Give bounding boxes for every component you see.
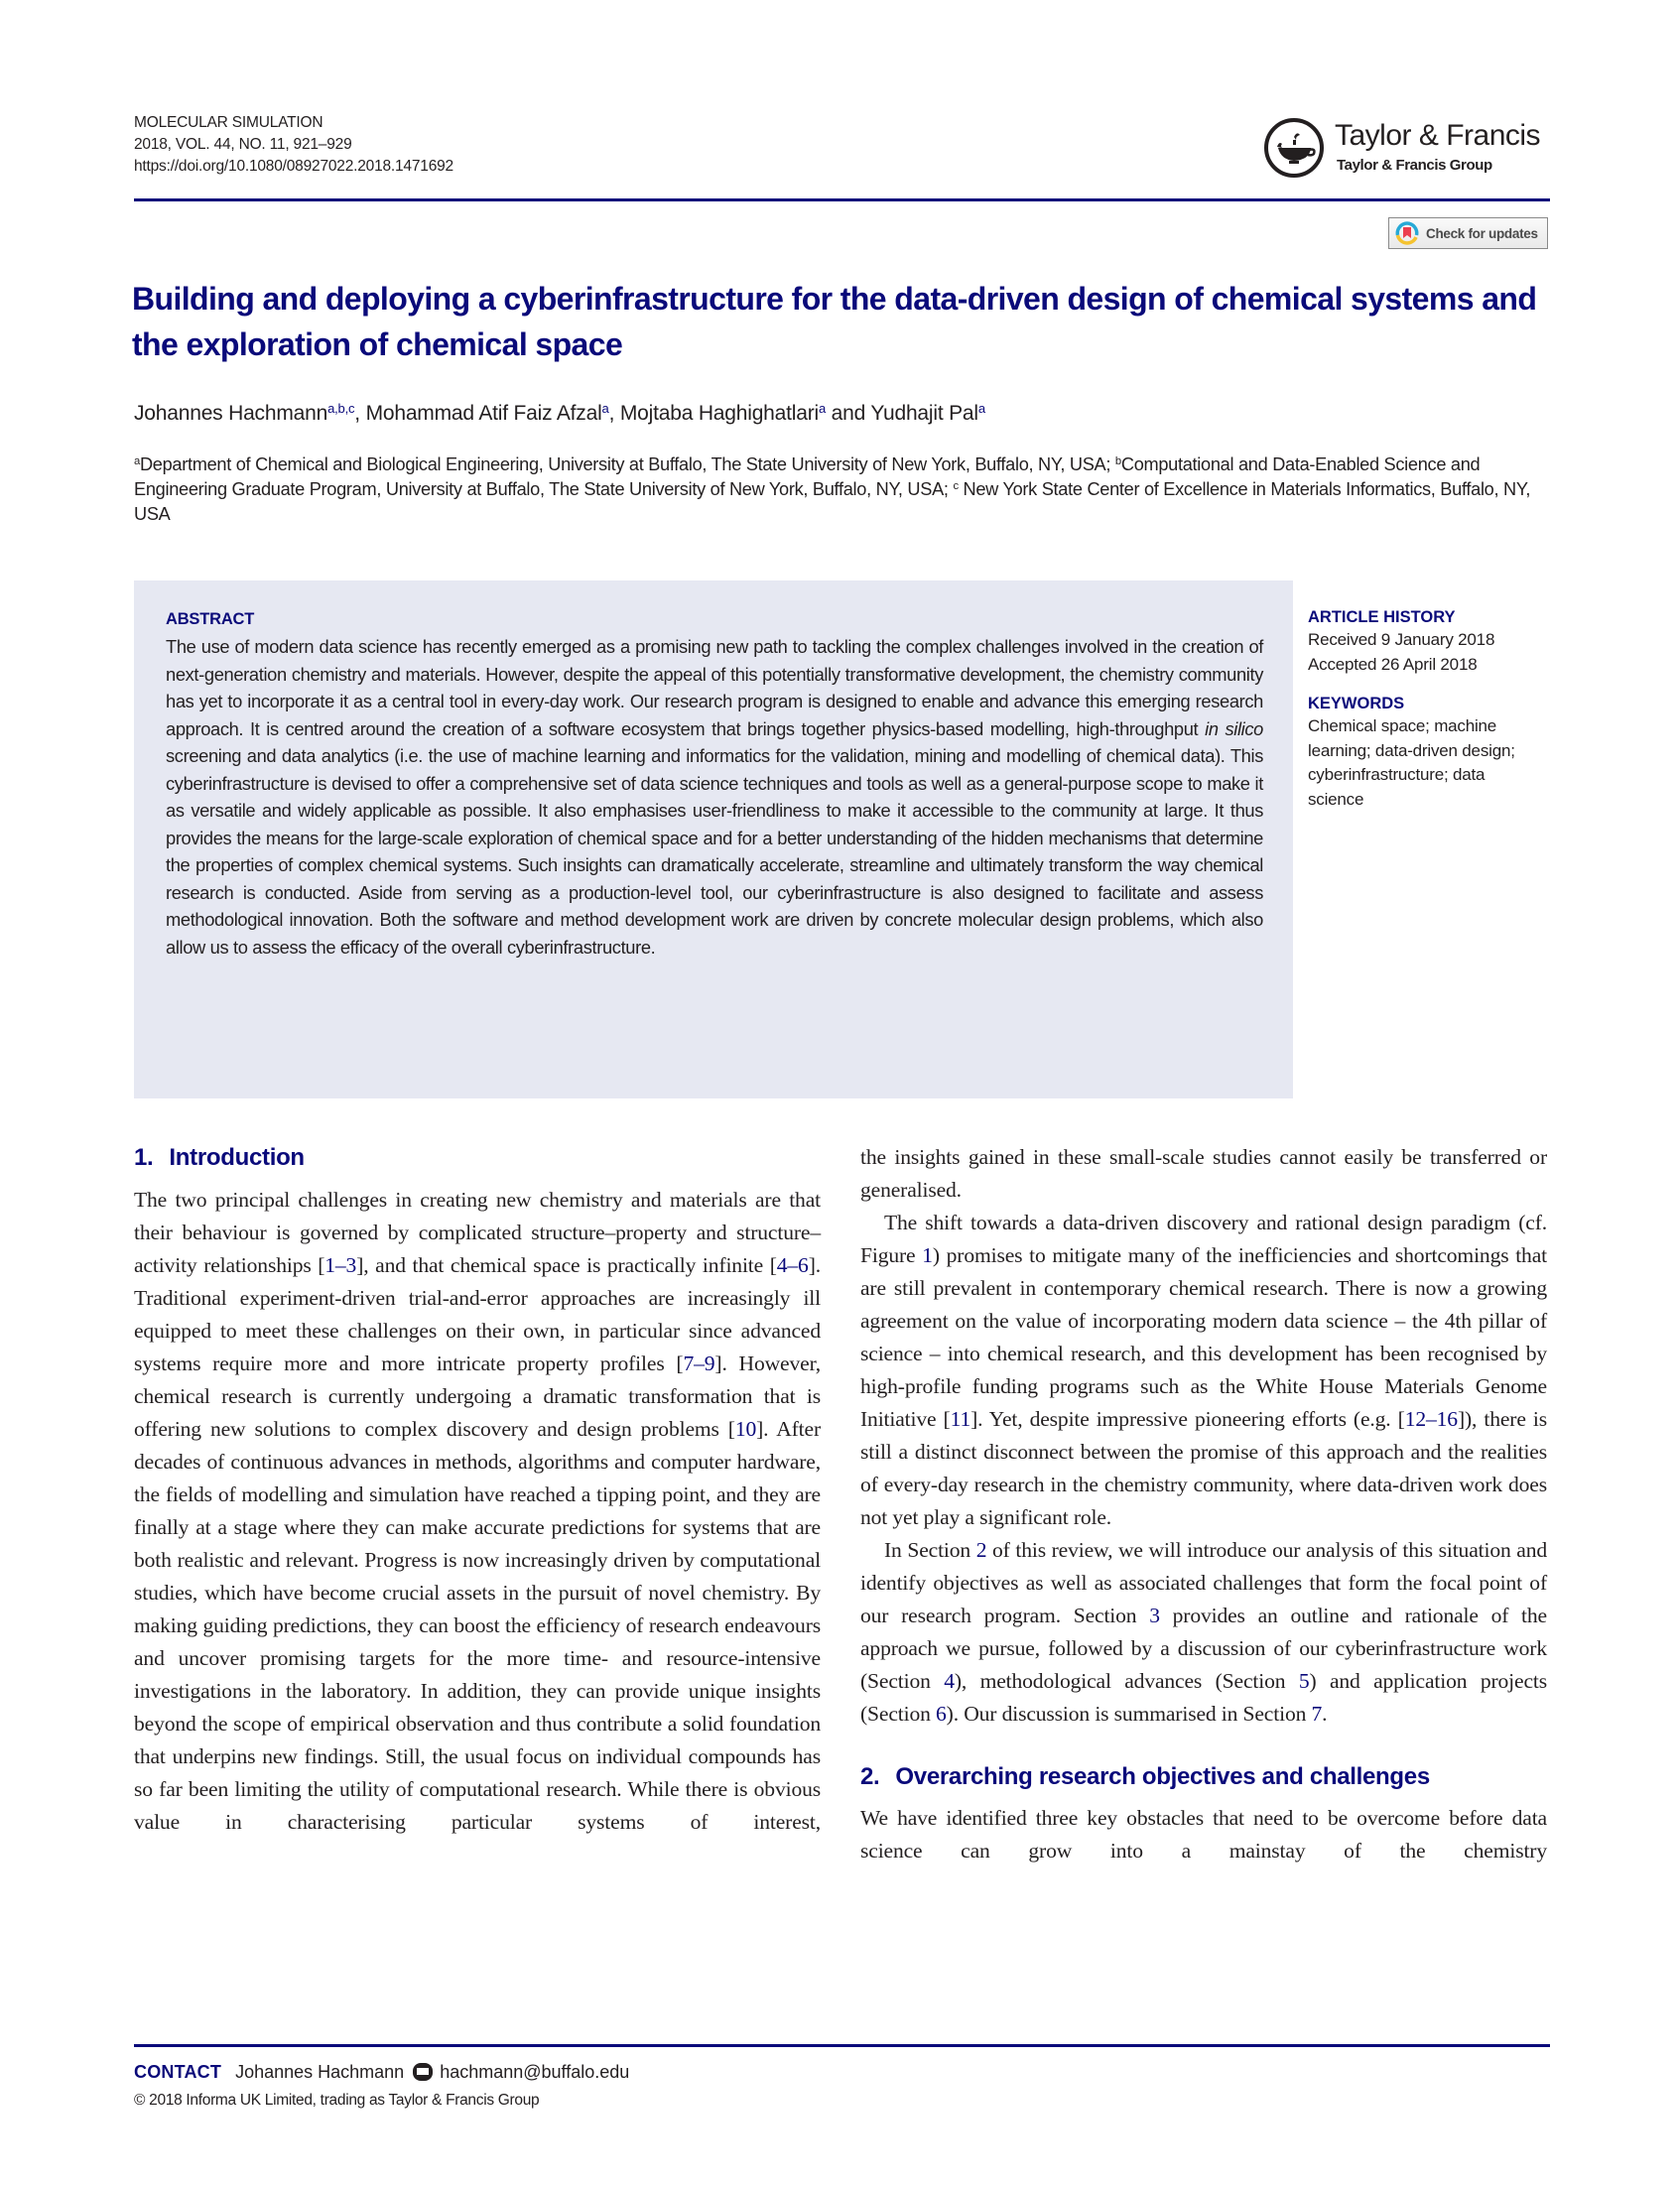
lamp-logo-icon [1263,117,1325,179]
header-divider [134,198,1550,201]
reference-link[interactable]: 11 [950,1407,971,1431]
author-separator: and [826,402,871,425]
section-number: 2. [860,1763,880,1790]
publisher-logo [1263,115,1571,185]
doi-link[interactable]: https://doi.org/10.1080/08927022.2018.1471692 [134,158,453,175]
paragraph-text: of this review, we will introduce our analysis of this situation and identify objectives as well as associated challenges that form the focal point of our research program. Section [860,1538,1547,1627]
article-history-label: ARTICLE HISTORY [1308,608,1456,626]
received-date: Received 9 January 2018 [1308,630,1495,649]
paragraph-text: provides an outline and rationale of the approach we pursue, followed by a discussion of our cyberinfrastructure work (Section [860,1604,1547,1693]
paragraph-text: ], and that chemical space is practically infinite [ [356,1253,777,1277]
paragraph-text: ) and application projects (Section [860,1669,1547,1726]
paragraph-text: ]. Traditional experiment-driven trial-and-error approaches are increasingly ill equipped to meet these challenges on their own, in particular since advanced systems require more and more intricate property profiles [ [134,1253,822,1375]
footer [134,2059,1126,2114]
paragraph-text: ), methodological advances (Section [954,1669,1299,1693]
journal-info [134,112,453,178]
reference-link[interactable]: 1 [922,1243,933,1267]
keywords-label: KEYWORDS [1308,695,1405,712]
section-heading-objectives [860,1760,1547,1794]
reference-link[interactable]: 4–6 [776,1253,809,1277]
paragraph-text: In Section [884,1538,976,1562]
affiliation-mark: c [953,479,959,492]
author-name: Mojtaba Haghighatlari [619,402,819,425]
publisher-group: Taylor & Francis Group [1337,157,1492,174]
affiliations [134,452,1563,527]
abstract-label: ABSTRACT [166,610,255,628]
contact-line [134,2059,1126,2085]
copyright: © 2018 Informa UK Limited, trading as Taylor & Francis Group [134,2092,540,2109]
reference-link[interactable]: 12–16 [1404,1407,1458,1431]
paragraph-text: The shift towards a data-driven discovery and rational design paradigm (cf. Figure [860,1211,1547,1267]
affiliation-mark: b [1114,454,1121,467]
author-name: Johannes Hachmann [134,402,328,425]
crossmark-icon [1395,221,1419,245]
reference-link[interactable]: 7–9 [683,1351,715,1375]
publisher-brand: Taylor & Francis [1335,119,1541,152]
paragraph-text: ]. However, chemical research is currently undergoing a dramatic transformation that is offering new solutions to complex discovery and design problems [ [134,1351,821,1441]
paragraph-text: The two principal challenges in creating new chemistry and materials are that their behaviour is governed by complicated structure–property and structure–activity relationships [ [134,1188,821,1277]
reference-link[interactable]: 10 [734,1417,757,1441]
paragraph [860,1207,1547,1534]
paragraph-text: ]. Yet, despite impressive pioneering efforts (e.g. [ [970,1407,1405,1431]
body-column-right [860,1141,1547,1867]
abstract-text-part: screening and data analytics (i.e. the use of machine learning and informatics for the validation, mining and modelling of chemical data). This cyberinfrastructure is devised to offer a comprehensive set of data science techniques and tools as well as a general-purpose scope to make it as versatile and widely applicable as possible. It also emphasises user-friendliness to make it accessible to the community at large. It thus provides the means for the large-scale exploration of chemical space and for a better understanding of the hidden mechanisms that determine the properties of complex chemical systems. Such insights can dramatically accelerate, streamline and ultimately transform the way chemical research is conducted. Aside from serving as a production-level tool, our cyberinfrastructure is also designed to facilitate and assess methodological innovation. Both the software and method development work are driven by concrete molecular design problems, which also allow us to assess the efficacy of the overall cyberinfrastructure. [166,745,1263,958]
author-affiliation-mark: a [818,400,827,416]
section-title: Overarching research objectives and challenges [895,1763,1430,1790]
paragraph-text: ]), there is still a distinct disconnect between the promise of this approach and the realities of every-day research in the chemistry community, where data-driven work does not yet play a significant role. [860,1407,1547,1529]
author-name: Yudhajit Pal [870,402,978,425]
paragraph-text: . [1322,1702,1328,1726]
affiliation-text: Department of Chemical and Biological Engineering, University at Buffalo, The State University of New York, Buffalo, NY, USA; [139,454,1115,474]
reference-link[interactable]: 4 [944,1669,955,1693]
keywords-list: Chemical space; machine learning; data-driven design; cyberinfrastructure; data science [1308,716,1515,809]
section-heading-introduction [134,1141,821,1175]
paragraph [860,1534,1547,1731]
contact-name: Johannes Hachmann [235,2062,405,2082]
section-number: 1. [134,1144,154,1171]
check-for-updates-label: Check for updates [1426,225,1538,241]
paragraph-text: the insights gained in these small-scale studies cannot easily be transferred or generalised. [860,1145,1547,1202]
author-affiliation-mark: a,b,c [327,400,355,416]
reference-link[interactable]: 5 [1298,1669,1310,1693]
paragraph-text: ) promises to mitigate many of the inefficiencies and shortcomings that are still prevalent in contemporary chemical research. There is now a growing agreement on the value of incorporating modern data science – the 4th pillar of science – into chemical research, and this development has been recognised by high-profile funding programs such as the White House Materials Genome Initiative [ [860,1243,1547,1431]
contact-email[interactable]: hachmann@buffalo.edu [440,2062,630,2082]
abstract-text-part: The use of modern data science has recently emerged as a promising new path to tackling the complex challenges involved in the creation of next-generation chemistry and materials. However, despite the appeal of this potentially transformative development, the chemistry community has yet to incorporate it as a central tool in every-day work. Our research program is designed to enable and advance this emerging research approach. It is centred around the creation of a software ecosystem that brings together physics-based modelling, high-throughput [166,636,1263,739]
author-separator: , [354,402,366,425]
reference-link[interactable]: 3 [1149,1604,1160,1627]
email-icon [412,2062,434,2082]
abstract-text [166,633,1263,961]
affiliation-text: Computational and Data-Enabled Science and Engineering Graduate Program, University at Buffalo, The State University of New York, Buffalo, NY, USA; [134,454,1481,499]
paragraph [134,1184,821,1839]
body-column-left [134,1141,821,1839]
author-name: Mohammad Atif Faiz Afzal [365,402,602,425]
volume-info: 2018, VOL. 44, NO. 11, 921–929 [134,136,352,153]
reference-link[interactable]: 2 [975,1538,987,1562]
footer-divider [134,2044,1550,2047]
section-title: Introduction [169,1144,305,1171]
abstract-italic-term: in silico [1205,717,1264,739]
affiliation-text: New York State Center of Excellence in Materials Informatics, Buffalo, NY, USA [134,479,1531,524]
author-list [134,399,985,429]
paragraph-text: ). Our discussion is summarised in Section [946,1702,1312,1726]
author-separator: , [608,402,620,425]
reference-link[interactable]: 1–3 [324,1253,357,1277]
accepted-date: Accepted 26 April 2018 [1308,654,1478,674]
reference-link[interactable]: 7 [1311,1702,1323,1726]
affiliation-mark: a [134,454,140,467]
paragraph-text: ]. After decades of continuous advances in methods, algorithms and computer hardware, the fields of modelling and simulation have reached a tipping point, and they are finally at a stage where they can make accurate predictions for systems that are both realistic and relevant. Progress is now increasingly driven by computational studies, which have become crucial assets in the pursuit of novel chemistry. By making guiding predictions, they can boost the efficiency of research endeavours and uncover promising targets for the more time- and resource-intensive investigations in the laboratory. In addition, they can provide unique insights beyond the scope of empirical observation and thus contribute a solid foundation that underpins new findings. Still, the usual focus on individual compounds has so far been limiting the utility of computational research. While there is obvious value in characterising particular systems of interest, [134,1417,822,1834]
reference-link[interactable]: 6 [936,1702,947,1726]
abstract-box [134,580,1293,1098]
check-for-updates-button[interactable] [1388,217,1548,249]
contact-label: CONTACT [134,2062,222,2082]
author-affiliation-mark: a [601,400,609,416]
paragraph: We have identified three key obstacles that need to be overcome before data science can grow into a mainstay of the chemistry [860,1806,1547,1863]
journal-name: MOLECULAR SIMULATION [134,114,323,131]
author-affiliation-mark: a [977,400,985,416]
paragraph-continuation [860,1141,1547,1207]
article-title: Building and deploying a cyberinfrastructure for the data-driven design of chemical systems and the exploration of chemical space [132,281,1537,362]
article-sidebar [1308,606,1566,812]
